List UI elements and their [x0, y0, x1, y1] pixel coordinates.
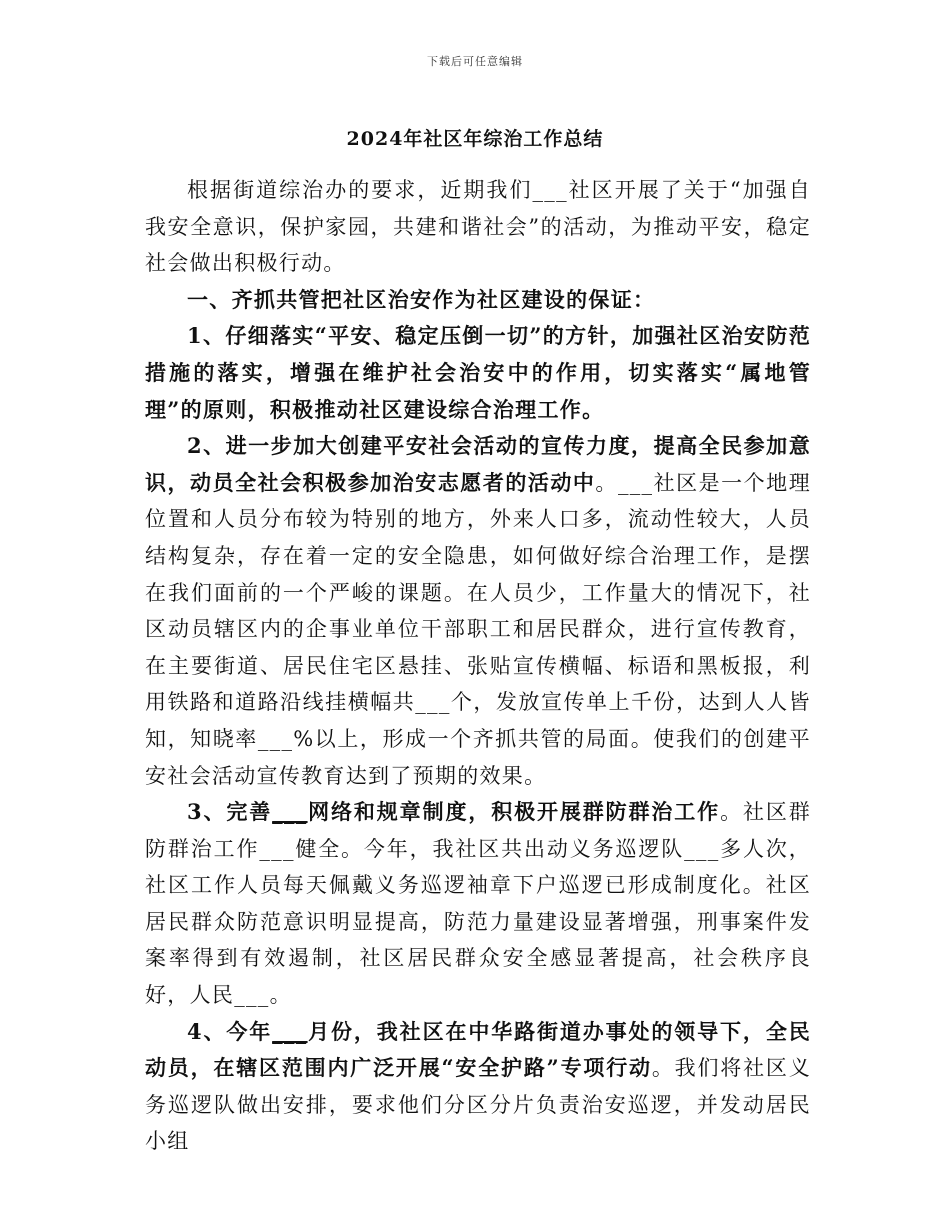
item-1-paragraph: 1、仔细落实“平安、稳定压倒一切”的方针，加强社区治安防范措施的落实，增强在维护社会治安中的作用，切实落实“属地管理”的原则，积极推动社区建设综合治理工作。 — [145, 323, 811, 422]
item-2-body: 。___社区是一个地理位置和人员分布较为特别的地方，外来人口多，流动性较大，人员结构复杂，存在着一定的安全隐患，如何做好综合治理工作，是摆在我们面前的一个严峻的课题。在人员少，工作量大的情况下，社区动员辖区内的企事业单位干部职工和居民群众，进行宣传教育，在主要街道、居民住宅区悬挂、张贴宣传横幅、标语和黑板报，利用铁路和道路沿线挂横幅共___个，发放宣传单上千份，达到人人皆知，知晓率___%以上，形成一个齐抓共管的局面。使我们的创建平安社会活动宣传教育达到了预期的效果。 — [145, 470, 811, 788]
item-4-paragraph — [145, 1014, 811, 1160]
document-body — [145, 172, 811, 1160]
item-3-body: 。社区群防群治工作___健全。今年，我社区共出动义务巡逻队___多人次，社区工作人员每天佩戴义务巡逻袖章下户巡逻已形成制度化。社区居民群众防范意识明显提高，防范力量建设显著增强，刑事案件发案率得到有效遏制，社区居民群众安全感显著提高，社会秩序良好，人民___。 — [145, 800, 812, 1008]
section-1-heading: 一、齐抓共管把社区治安作为社区建设的保证： — [187, 286, 656, 312]
item-3-lead-a: 3、完善 — [187, 799, 273, 825]
item-3-paragraph — [145, 794, 811, 1014]
item-2-paragraph — [145, 428, 811, 794]
intro-paragraph: 根据街道综治办的要求，近期我们___社区开展了关于“加强自我安全意识，保护家园，共建和谐社会”的活动，为推动平安，稳定社会做出积极行动。 — [145, 178, 811, 276]
page-header-note: 下载后可任意编辑 — [427, 55, 523, 68]
item-4-blank: ___ — [272, 1018, 308, 1044]
item-4-lead-b: 月份，我社区在中华路街道办事处的领导下，全民动员，在辖区范围内广泛开展“安全护路”专项行动 — [145, 1018, 811, 1081]
item-2-lead: 2、进一步加大创建平安社会活动的宣传力度，提高全民参加意识，动员全社会积极参加治安志愿者的活动中 — [145, 433, 811, 495]
item-3-lead-b: 网络和规章制度，积极开展群防群治工作 — [307, 799, 721, 825]
document-title: 2024年社区年综治工作总结 — [346, 128, 604, 150]
item-4-body: 。我们将社区义务巡逻队做出安排，要求他们分区分片负责治安巡逻，并发动居民小组 — [145, 1056, 811, 1154]
item-4-lead-a: 4、今年 — [187, 1018, 273, 1044]
item-3-blank: ___ — [272, 799, 308, 825]
